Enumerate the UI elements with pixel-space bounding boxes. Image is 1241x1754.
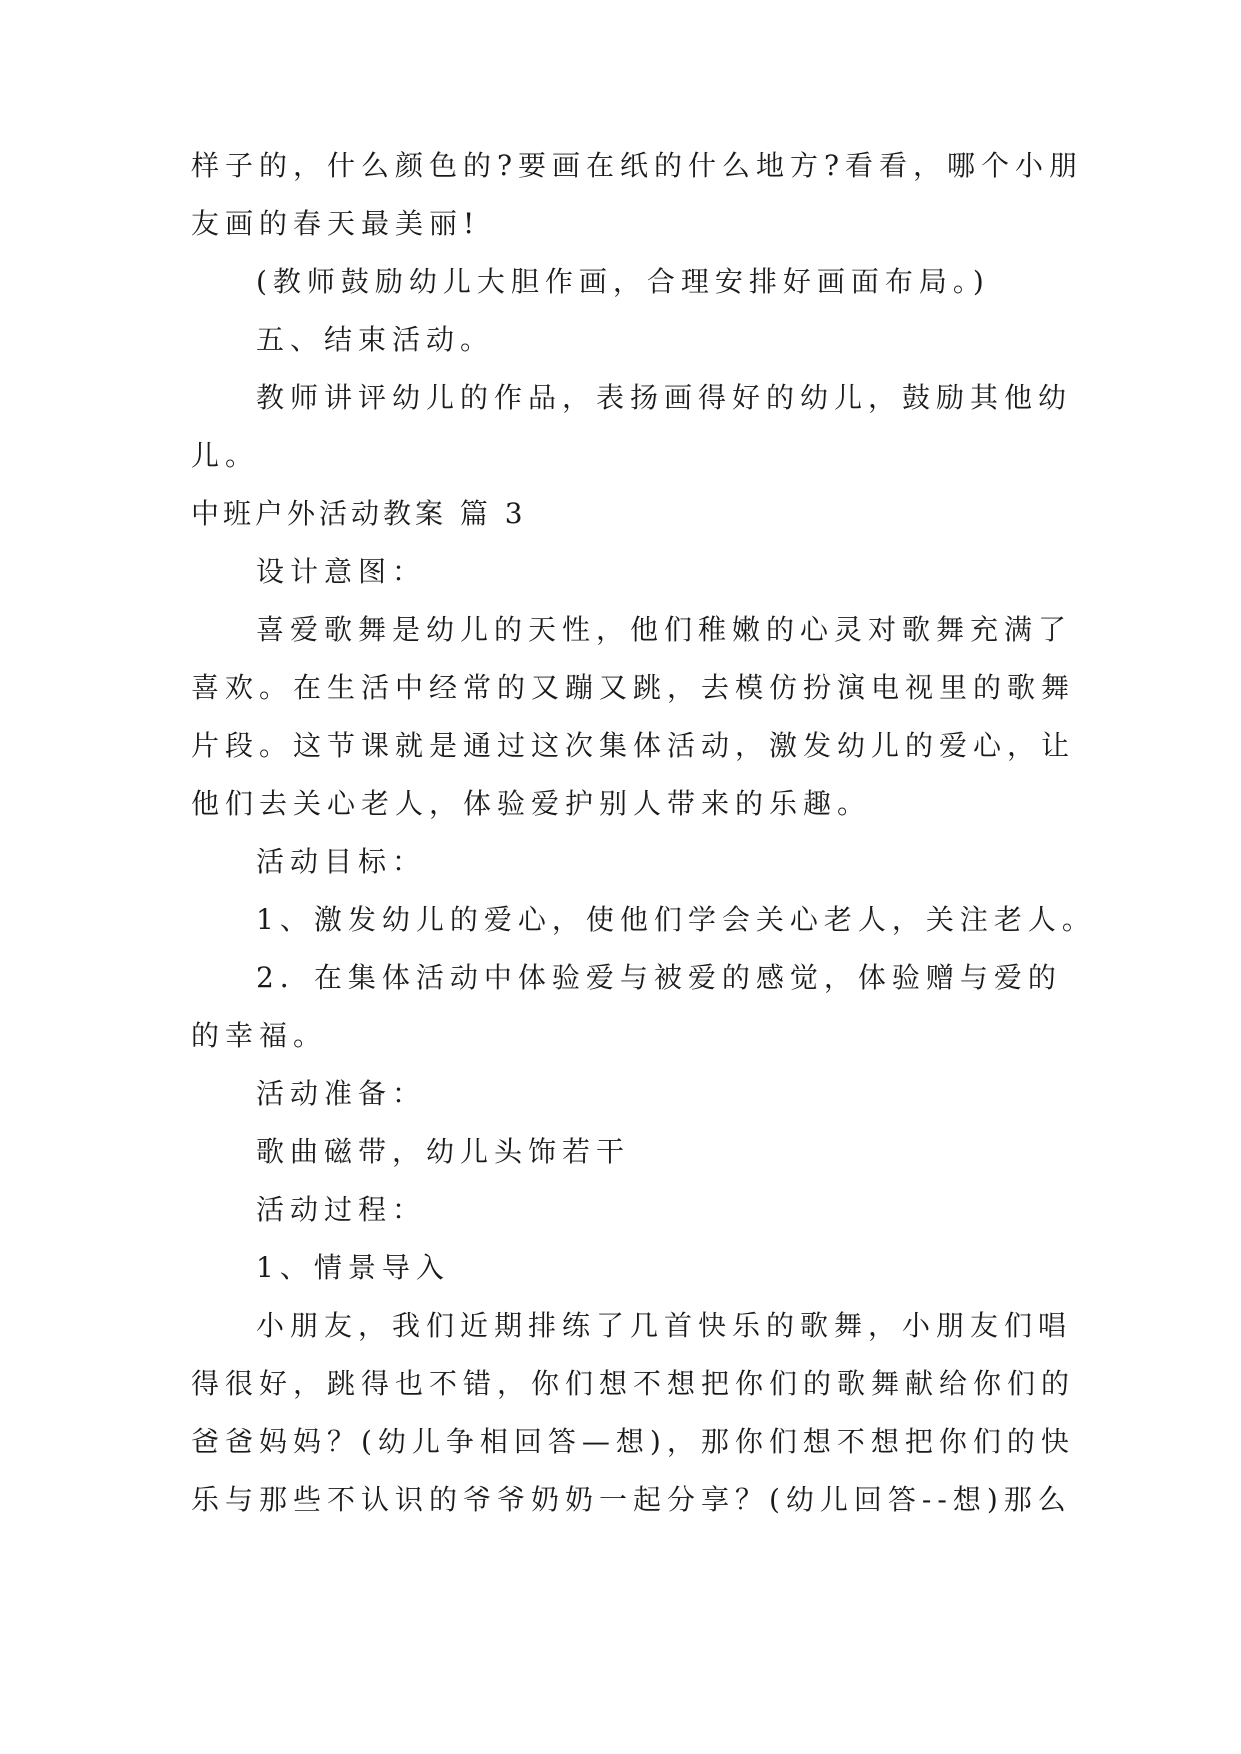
- paragraph-line: 爸爸妈妈？(幼儿争相回答—想)，那你们想不想把你们的快: [191, 1425, 1075, 1458]
- section-heading: 五、结束活动。: [256, 323, 495, 356]
- paragraph-line: 小朋友，我们近期排练了几首快乐的歌舞，小朋友们唱: [256, 1309, 1073, 1342]
- section-heading: 活动准备：: [256, 1077, 427, 1110]
- paragraph-line: 的幸福。: [191, 1019, 328, 1052]
- section-heading: 活动过程：: [256, 1193, 427, 1226]
- paragraph-line: 喜爱歌舞是幼儿的天性，他们稚嫩的心灵对歌舞充满了: [256, 613, 1073, 646]
- paragraph-line: 喜欢。在生活中经常的又蹦又跳，去模仿扮演电视里的歌舞: [191, 671, 1076, 704]
- paragraph-line: 样子的，什么颜色的?要画在纸的什么地方?看看，哪个小朋: [191, 149, 1084, 182]
- list-item: 1、激发幼儿的爱心，使他们学会关心老人，关注老人。: [256, 903, 1096, 936]
- paragraph-line: 他们去关心老人，体验爱护别人带来的乐趣。: [191, 787, 872, 820]
- paragraph-line: 乐与那些不认识的爷爷奶奶一起分享？(幼儿回答--想)那么: [191, 1483, 1072, 1516]
- section-heading: 设计意图：: [256, 555, 427, 588]
- article-title: 中班户外活动教案 篇 3: [191, 497, 527, 530]
- paragraph-line: (教师鼓励幼儿大胆作画，合理安排好画面布局。): [256, 265, 990, 298]
- paragraph-line: 歌曲磁带，幼儿头饰若干: [256, 1135, 631, 1168]
- list-item: 2．在集体活动中体验爱与被爱的感觉，体验赠与爱的: [256, 961, 1062, 994]
- paragraph-line: 友画的春天最美丽!: [191, 207, 481, 240]
- paragraph-line: 片段。这节课就是通过这次集体活动，激发幼儿的爱心，让: [191, 729, 1076, 762]
- paragraph-line: 儿。: [191, 439, 260, 472]
- paragraph-line: 教师讲评幼儿的作品，表扬画得好的幼儿，鼓励其他幼: [256, 381, 1073, 414]
- section-heading: 活动目标：: [256, 845, 427, 878]
- list-item: 1、情景导入: [256, 1251, 450, 1284]
- paragraph-line: 得很好，跳得也不错，你们想不想把你们的歌舞献给你们的: [191, 1367, 1076, 1400]
